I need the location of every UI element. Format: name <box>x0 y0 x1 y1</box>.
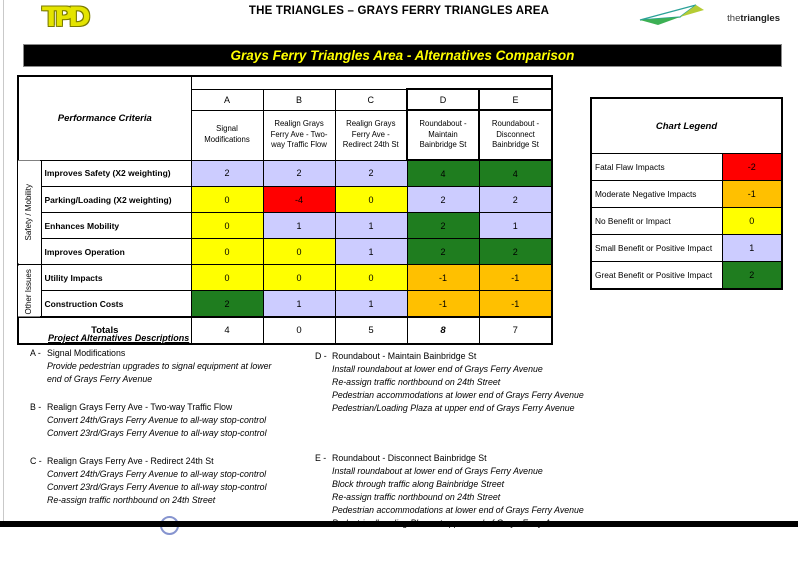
criteria-utility-impacts: Utility Impacts <box>41 265 191 291</box>
total-c: 5 <box>335 317 407 344</box>
alt-description-heading: A - Signal Modifications <box>30 348 126 358</box>
alt-description-heading: D - Roundabout - Maintain Bainbridge St <box>315 351 477 361</box>
legend-swatch-negative: -1 <box>722 181 782 208</box>
total-e: 7 <box>479 317 552 344</box>
score-cell: 4 <box>407 160 479 187</box>
alt-description-detail: Pedestrian accommodations at lower end of Grays Ferry Avenue <box>332 390 584 400</box>
score-cell: 2 <box>263 160 335 187</box>
alt-description-detail: Block through traffic along Bainbridge Street <box>332 479 505 489</box>
alt-description-detail: Convert 24th/Grays Ferry Avenue to all-way stop-control <box>47 415 267 425</box>
alt-description-heading: E - Roundabout - Disconnect Bainbridge St <box>315 453 487 463</box>
alt-description-c <box>30 455 325 507</box>
score-cell: 2 <box>407 213 479 239</box>
column-letter-d: D <box>407 89 479 110</box>
criteria-improves-operation: Improves Operation <box>41 239 191 265</box>
column-letter-b: B <box>263 89 335 110</box>
score-cell: -1 <box>407 265 479 291</box>
alt-description-detail: end of Grays Ferry Avenue <box>47 374 153 384</box>
legend-label: Moderate Negative Impacts <box>591 181 722 208</box>
descriptions-column-right <box>315 350 625 567</box>
alt-description-detail: Install roundabout at lower end of Grays Ferry Avenue <box>332 466 543 476</box>
score-cell: -1 <box>479 265 552 291</box>
descriptions-column-left <box>30 333 325 522</box>
page-edge-line <box>3 0 4 527</box>
score-cell: 1 <box>335 213 407 239</box>
score-cell: 0 <box>263 265 335 291</box>
total-b: 0 <box>263 317 335 344</box>
score-cell: 0 <box>191 265 263 291</box>
alt-description-e <box>315 452 625 530</box>
legend-label: Great Benefit or Positive Impact <box>591 262 722 290</box>
score-cell: -4 <box>263 187 335 213</box>
column-name-e: Roundabout - Disconnect Bainbridge St <box>479 110 552 160</box>
totals-label: Totals <box>18 317 191 344</box>
alt-description-heading: B - Realign Grays Ferry Ave - Two-way Traffic Flow <box>30 402 233 412</box>
table-row <box>18 265 552 291</box>
column-name-b: Realign Grays Ferry Ave - Two-way Traffic Flow <box>263 110 335 160</box>
alt-description-d <box>315 350 625 415</box>
alt-description-detail: Convert 23rd/Grays Ferry Avenue to all-way stop-control <box>47 428 267 438</box>
criteria-enhances-mobility: Enhances Mobility <box>41 213 191 239</box>
table-row <box>18 187 552 213</box>
viewer-bottom-bar <box>0 521 798 527</box>
criteria-construction-costs: Construction Costs <box>41 291 191 318</box>
legend-label: No Benefit or Impact <box>591 208 722 235</box>
alt-description-detail: Provide pedestrian upgrades to signal equipment at lower <box>47 361 272 371</box>
triangles-logo-wordmark: thetriangles <box>727 13 780 24</box>
banner-title: Grays Ferry Triangles Area - Alternatives Comparison <box>230 48 575 63</box>
criteria-improves-safety: Improves Safety (X2 weighting) <box>41 160 191 187</box>
score-cell: 2 <box>335 160 407 187</box>
score-cell: 1 <box>479 213 552 239</box>
score-cell: 1 <box>335 291 407 318</box>
total-a: 4 <box>191 317 263 344</box>
criteria-parking-loading: Parking/Loading (X2 weighting) <box>41 187 191 213</box>
legend-row <box>591 262 782 290</box>
score-cell: 1 <box>335 239 407 265</box>
alt-description-a <box>30 347 325 386</box>
header-spacer <box>191 76 552 89</box>
table-row <box>18 213 552 239</box>
alt-description-detail: Re-assign traffic northbound on 24th Street <box>332 377 501 387</box>
score-cell: 0 <box>335 265 407 291</box>
group-label-safety-mobility: Safety / Mobility <box>18 160 41 265</box>
legend-swatch-fatal: -2 <box>722 154 782 181</box>
alt-description-detail: Re-assign traffic northbound on 24th Street <box>47 495 216 505</box>
legend-label: Fatal Flaw Impacts <box>591 154 722 181</box>
column-letter-a: A <box>191 89 263 110</box>
score-cell: 0 <box>191 239 263 265</box>
legend-swatch-small: 1 <box>722 235 782 262</box>
score-cell: 4 <box>479 160 552 187</box>
alternatives-comparison-table <box>17 75 553 345</box>
score-cell: 1 <box>263 213 335 239</box>
page-title: THE TRIANGLES – GRAYS FERRY TRIANGLES AREA <box>248 5 550 17</box>
alt-description-detail: Convert 23rd/Grays Ferry Avenue to all-way stop-control <box>47 482 267 492</box>
score-cell: 2 <box>407 239 479 265</box>
column-name-d: Roundabout - Maintain Bainbridge St <box>407 110 479 160</box>
alt-description-detail: Install roundabout at lower end of Grays Ferry Avenue <box>332 364 543 374</box>
alt-description-detail: Convert 24th/Grays Ferry Avenue to all-way stop-control <box>47 469 267 479</box>
section-banner <box>23 44 782 67</box>
column-letter-e: E <box>479 89 552 110</box>
legend-row <box>591 235 782 262</box>
chart-legend-table <box>590 97 783 290</box>
score-cell: -1 <box>407 291 479 318</box>
triangles-logo-icon <box>638 4 724 33</box>
table-row <box>18 160 552 187</box>
score-cell: 0 <box>263 239 335 265</box>
column-name-a: Signal Modifications <box>191 110 263 160</box>
column-name-c: Realign Grays Ferry Ave - Redirect 24th St <box>335 110 407 160</box>
table-row <box>18 291 552 318</box>
score-cell: 2 <box>479 187 552 213</box>
group-label-other-issues: Other Issues <box>18 265 41 318</box>
score-cell: 2 <box>479 239 552 265</box>
chart-legend-title: Chart Legend <box>591 98 782 154</box>
table-row <box>18 239 552 265</box>
legend-row <box>591 154 782 181</box>
alt-description-b <box>30 401 325 440</box>
score-cell: 2 <box>191 160 263 187</box>
score-cell: 0 <box>191 213 263 239</box>
alt-description-detail: Pedestrian accommodations at lower end of Grays Ferry Avenue <box>332 505 584 515</box>
legend-swatch-none: 0 <box>722 208 782 235</box>
descriptions-title: Project Alternatives Descriptions <box>48 333 190 343</box>
alt-description-detail: Re-assign traffic northbound on 24th Street <box>332 492 501 502</box>
score-cell: 2 <box>191 291 263 318</box>
alt-description-heading: C - Realign Grays Ferry Ave - Redirect 24th St <box>30 456 214 466</box>
score-cell: 1 <box>263 291 335 318</box>
column-letter-c: C <box>335 89 407 110</box>
score-cell: -1 <box>479 291 552 318</box>
score-cell: 0 <box>335 187 407 213</box>
alt-description-detail: Pedestrian/Loading Plaza at upper end of Grays Ferry Avenue <box>332 403 575 413</box>
legend-swatch-great: 2 <box>722 262 782 290</box>
performance-criteria-header: Performance Criteria <box>18 76 191 160</box>
tpd-logo: TPD <box>42 2 85 33</box>
total-d: 8 <box>407 317 479 344</box>
legend-label: Small Benefit or Positive Impact <box>591 235 722 262</box>
score-cell: 2 <box>407 187 479 213</box>
the-triangles-logo <box>638 4 780 33</box>
score-cell: 0 <box>191 187 263 213</box>
legend-row <box>591 181 782 208</box>
legend-row <box>591 208 782 235</box>
